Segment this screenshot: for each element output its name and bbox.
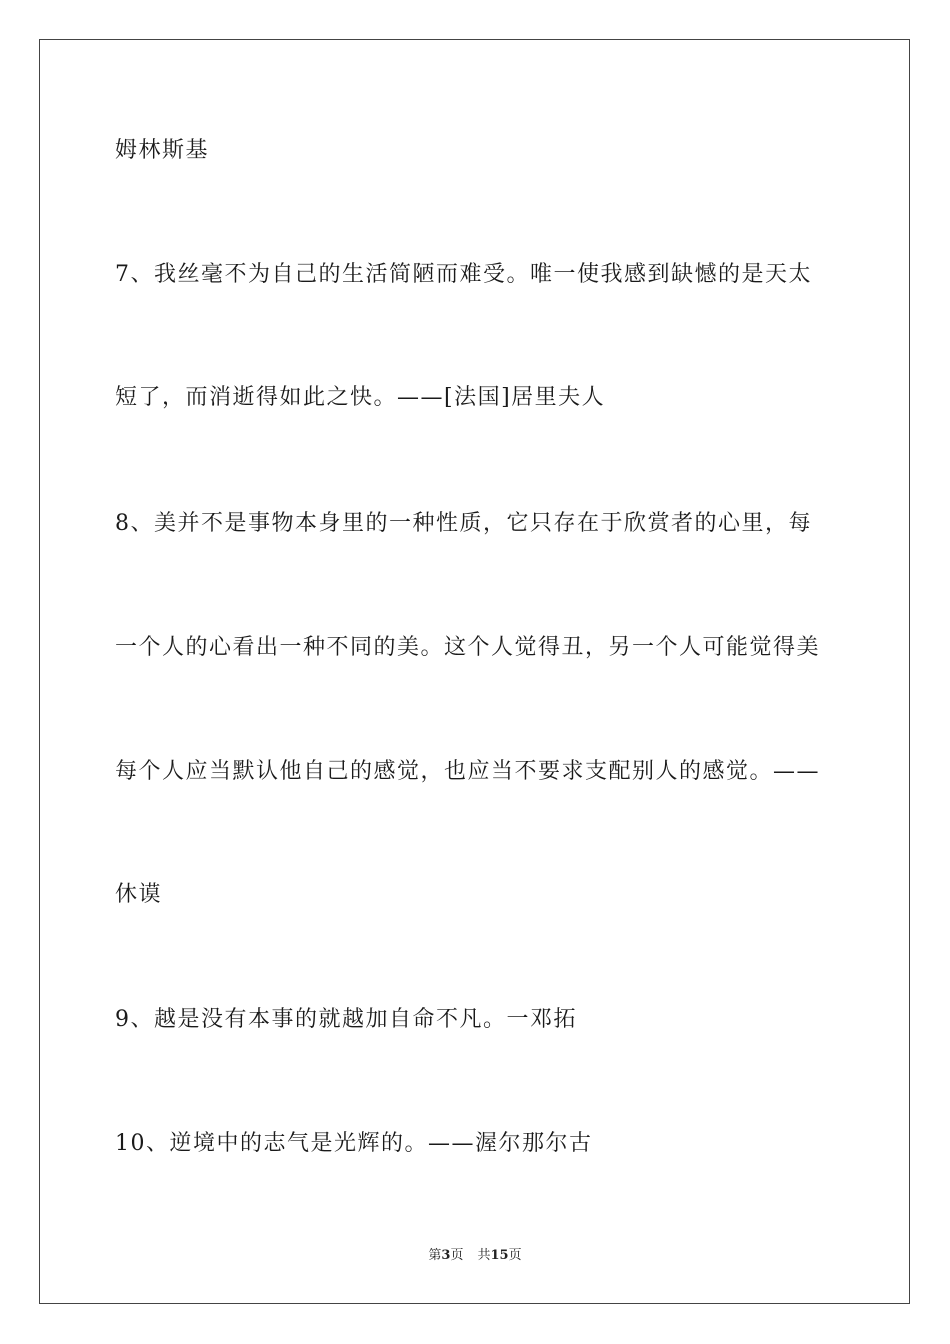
page-border bbox=[39, 39, 910, 1304]
total-unit: 页 bbox=[508, 1248, 522, 1263]
text-line-2: 7、我丝毫不为自己的生活简陋而难受。唯一使我感到缺憾的是天太 bbox=[115, 262, 812, 287]
current-page-number: 3 bbox=[441, 1248, 451, 1263]
total-prefix: 共 bbox=[477, 1248, 491, 1263]
total-page-number: 15 bbox=[490, 1248, 509, 1263]
page-unit: 页 bbox=[450, 1248, 464, 1263]
text-line-3: 短了，而消逝得如此之快。——[法国]居里夫人 bbox=[115, 385, 606, 410]
text-line-8: 9、越是没有本事的就越加自命不凡。一邓拓 bbox=[115, 1007, 577, 1032]
page-prefix: 第 bbox=[428, 1248, 442, 1263]
text-line-6: 每个人应当默认他自己的感觉，也应当不要求支配别人的感觉。—— bbox=[115, 759, 821, 784]
text-line-7: 休谟 bbox=[115, 882, 163, 907]
text-line-9: 10、逆境中的志气是光辉的。——渥尔那尔古 bbox=[115, 1131, 593, 1156]
text-line-1: 姆林斯基 bbox=[115, 138, 210, 163]
page-footer bbox=[0, 1247, 950, 1265]
text-line-4: 8、美并不是事物本身里的一种性质，它只存在于欣赏者的心里，每 bbox=[115, 511, 812, 536]
text-line-5: 一个人的心看出一种不同的美。这个人觉得丑，另一个人可能觉得美 bbox=[115, 635, 821, 660]
